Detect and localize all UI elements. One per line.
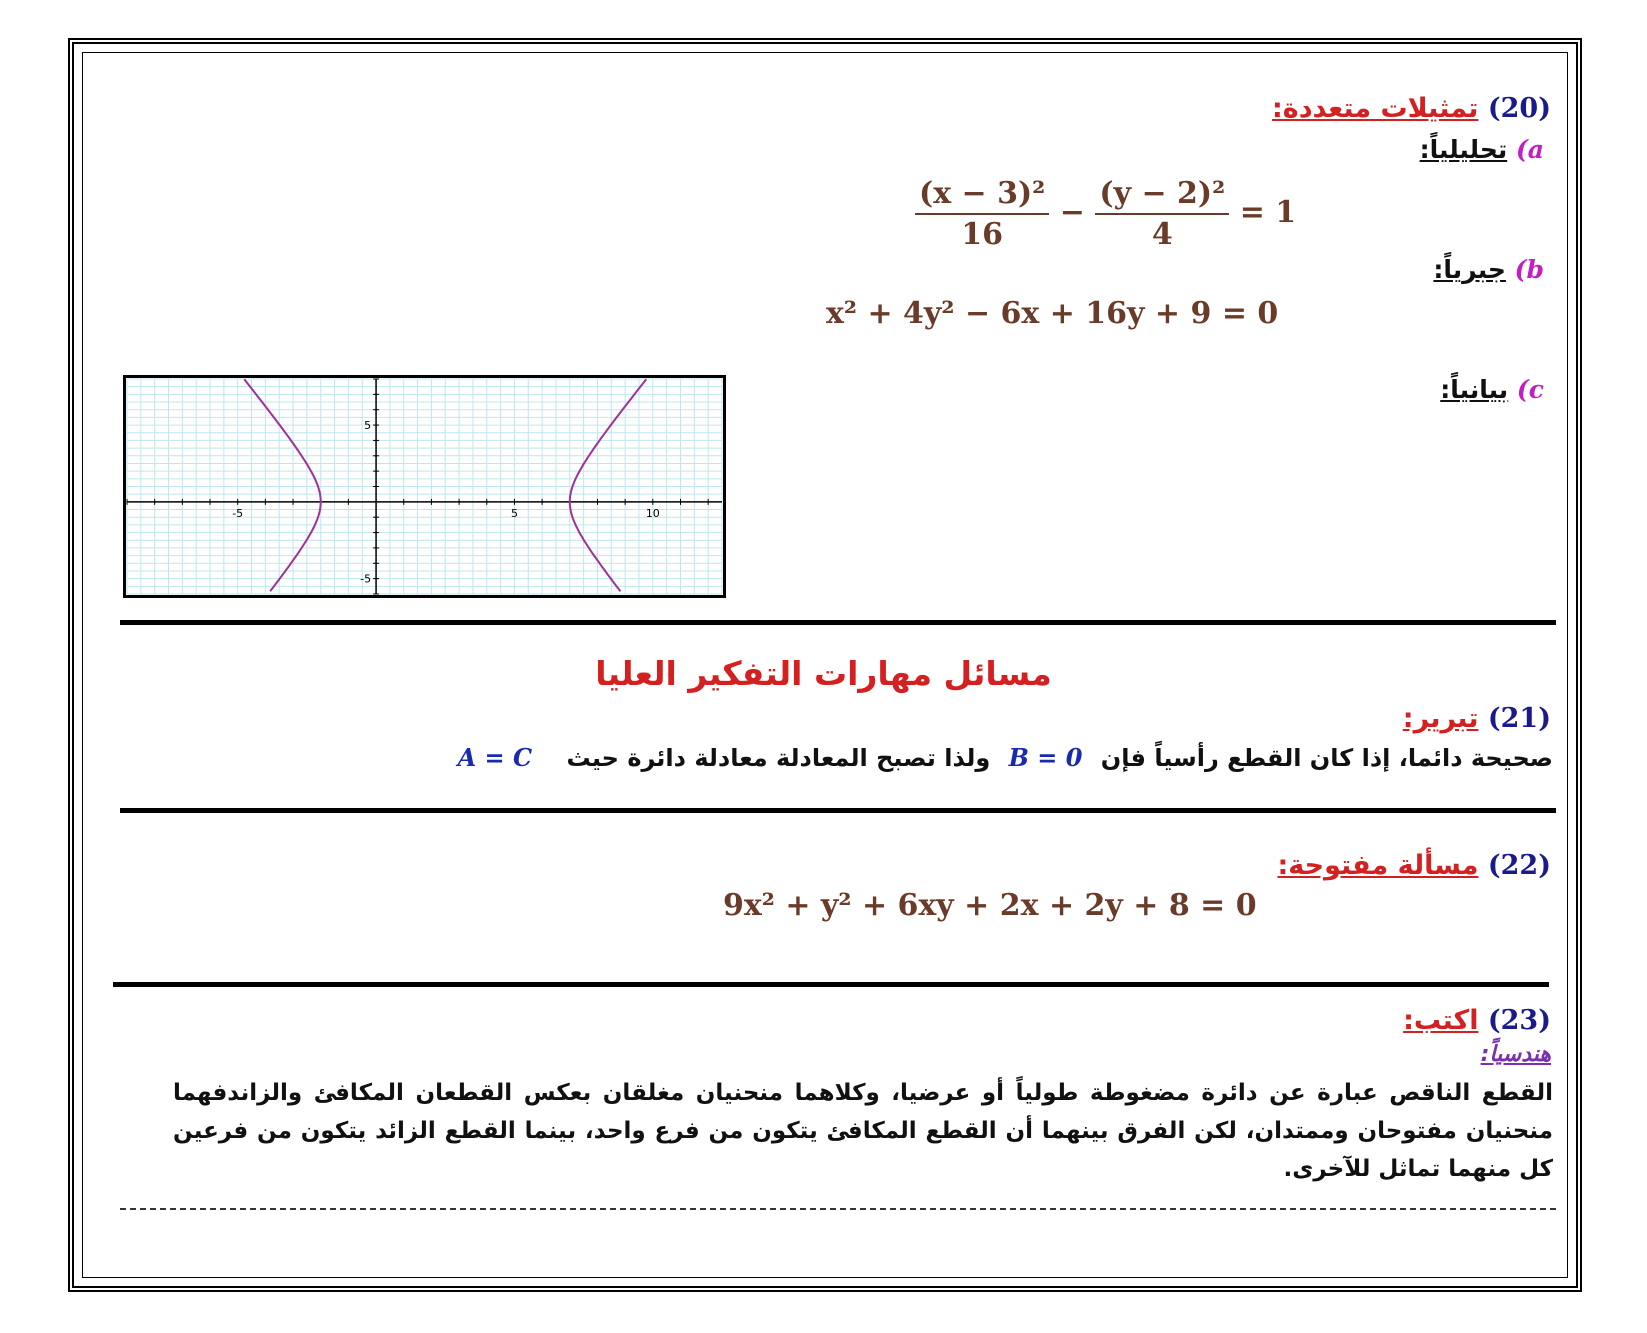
q21-number: (21) <box>1487 703 1551 734</box>
part-b-letter: b) <box>1514 255 1544 284</box>
q23-sublabel: هندسياً: <box>1480 1042 1551 1067</box>
equation-open-problem: 9x² + y² + 6xy + 2x + 2y + 8 = 0 <box>723 888 1257 923</box>
equation-algebraic: x² + 4y² − 6x + 16y + 9 = 0 <box>826 296 1279 331</box>
hyperbola-graph <box>123 375 726 598</box>
q23-title: اكتب: <box>1403 1005 1479 1036</box>
part-a-letter: a) <box>1515 135 1544 164</box>
part-a-label: تحليلياً: <box>1419 135 1508 164</box>
q21-expr-ac: A = C <box>457 743 533 772</box>
x-tick-label: 10 <box>645 506 660 520</box>
q20-part-c <box>1440 375 1544 404</box>
fraction-y <box>1095 176 1229 252</box>
equation-rhs: = 1 <box>1239 195 1297 230</box>
q20-part-b <box>1433 255 1544 284</box>
q21-heading <box>1403 703 1551 734</box>
fraction-x <box>915 176 1049 252</box>
q20-part-a <box>1420 135 1544 164</box>
q21-answer <box>458 743 1553 772</box>
fraction-y-numerator: (y − 2)² <box>1095 176 1229 215</box>
dashed-divider <box>120 1208 1556 1210</box>
q22-number: (22) <box>1487 850 1551 881</box>
q23-paragraph: القطع الناقص عبارة عن دائرة مضغوطة طولياً أو عرضيا، وكلاهما منحنيان مغلقان بعكس القطعان المكافئ والزاندفهما منحنيان مفتوحان وممتدان، لكن الفرق بينهما أن القطع المكافئ يتكون من فرع واحد، بينما القطع الزائد يتكون من فرعين كل منهما تماثل للآخرى. <box>173 1080 1553 1182</box>
q23-heading <box>1403 1005 1551 1036</box>
fraction-x-numerator: (x − 3)² <box>915 176 1049 215</box>
fraction-x-denominator: 16 <box>961 217 1004 252</box>
equation-analytic <box>915 176 1296 252</box>
q21-expr-b: B = 0 <box>1008 743 1083 772</box>
minus-sign: − <box>1059 195 1085 230</box>
q20-title: تمثيلات متعددة: <box>1271 93 1479 124</box>
q21-title: تبرير: <box>1402 703 1479 734</box>
x-tick-label: -5 <box>232 506 244 520</box>
part-b-label: جبرياً: <box>1433 255 1506 284</box>
q23-number: (23) <box>1487 1005 1551 1036</box>
q20-heading <box>1272 93 1551 124</box>
divider-2 <box>120 808 1556 813</box>
q22-title: مسألة مفتوحة: <box>1277 850 1479 881</box>
q21-text-1: صحيحة دائما، إذا كان القطع رأسياً فإن <box>1100 744 1553 772</box>
q22-heading <box>1277 850 1551 881</box>
x-tick-label: 5 <box>510 506 518 520</box>
y-tick-label: -5 <box>360 572 372 586</box>
fraction-y-denominator: 4 <box>1151 217 1173 252</box>
q20-number: (20) <box>1487 93 1551 124</box>
section-title: مسائل مهارات التفكير العليا <box>595 654 1052 693</box>
q21-text-2: ولذا تصبح المعادلة معادلة دائرة حيث <box>566 744 991 772</box>
part-c-label: بيانياً: <box>1440 375 1509 404</box>
divider-3 <box>113 982 1549 987</box>
part-c-letter: c) <box>1516 375 1544 404</box>
divider-1 <box>120 620 1556 625</box>
y-tick-label: 5 <box>364 419 372 433</box>
